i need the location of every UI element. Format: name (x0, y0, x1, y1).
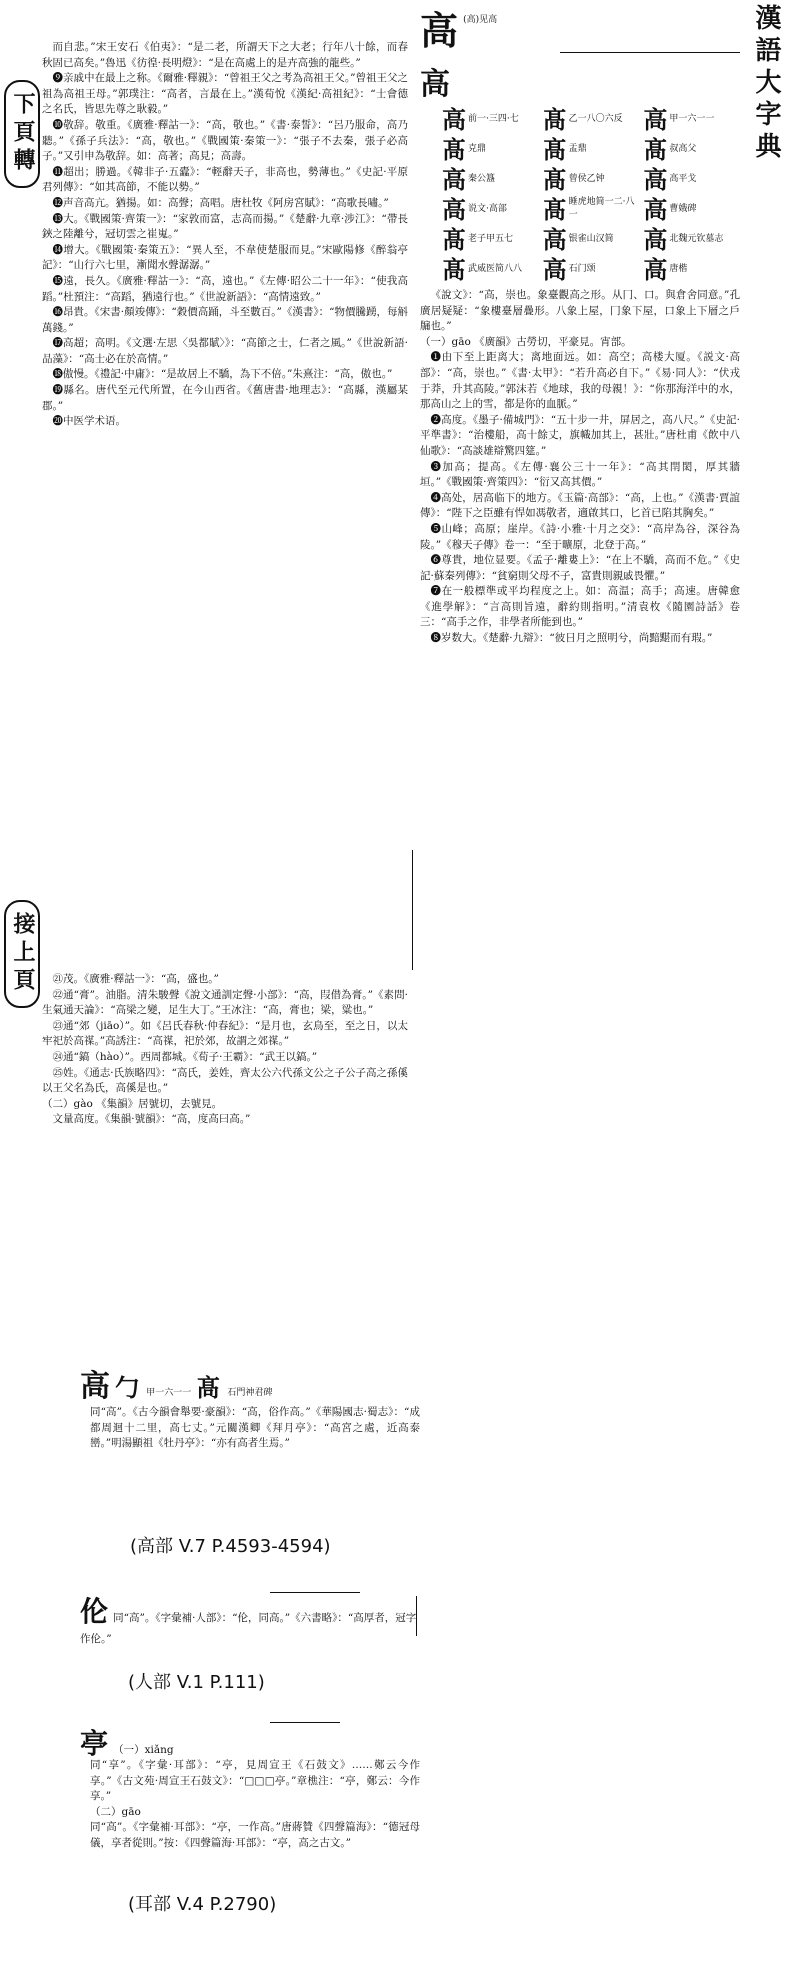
definition-paragraph: ㉒通“膏”。油脂。清朱駿聲《說文通訓定聲·小部》：“高，叚借為膏。”《素問·生氣通天論》：“高梁之變，足生大丁。”王冰注：“高，膏也；梁，粱也。” (42, 988, 408, 1017)
definition-paragraph: 文量高度。《集韻·號韻》：“高，度高曰高。” (52, 1113, 251, 1126)
definition-paragraph: ⓬声音高亢。猶揚。如：高聲；高唱。唐杜牧《阿房宮賦》：“高歌長嘯。” (52, 196, 389, 209)
definition-paragraph: ⓴中医学术语。 (52, 415, 126, 428)
glyph-source: 武威医简八八 (468, 263, 523, 274)
entry3-character: 伦 (80, 1595, 109, 1628)
entry2-glyph-oracle: ⼓ (115, 1373, 140, 1402)
entry2-glyph1-source: 甲一六一一 (146, 1388, 192, 1398)
entry4-pron1: （一）xiǎng (113, 1744, 174, 1756)
glyph-cell (442, 134, 539, 164)
definition-paragraph: ㉓通“郊（jiāo）”。如《呂氏春秋·仲春紀》：“是月也，玄鳥至，至之日，以太牢祀於高禖。”高誘注：“高禖，祀於郊，故謂之郊禖。” (42, 1019, 408, 1048)
entry2-text: 同“高”。《古今韻會舉要·豪韻》：“高，俗作高。”《華陽國志·蜀志》：“成都周迴十二里，高七丈。”元關漢卿《拜月亭》：“高宮之處，近高泰巒。”明湯顯祖《牡丹亭》：“亦有高者生焉。” (90, 1406, 420, 1450)
glyph-cell (442, 224, 539, 254)
entry3-text: 同“高”。《字彙補·人部》：“伦，同高。”《六書略》：“高厚者，冠字作伦。” (80, 1612, 417, 1645)
glyph-source: 曹娥碑 (669, 203, 697, 214)
glyph-form: 髙 (442, 224, 466, 254)
separator-rule-2 (270, 1722, 340, 1723)
glyph-source: 克鼎 (468, 143, 487, 154)
glyph-form: 髙 (643, 134, 668, 164)
glyph-source: 前一·三四·七 (468, 113, 519, 124)
glyph-cell (643, 224, 740, 254)
entry4-pron2: （二）gāo (90, 1805, 141, 1818)
entry-head (420, 8, 740, 53)
bracket-mark (416, 1596, 417, 1636)
glyph-cell (442, 194, 539, 224)
definition-paragraph: 《說文》：“高，崇也。象臺觀高之形。从冂、口。與倉舍同意。”孔廣居疑疑：“象樓臺層疊形。八象上屋，冂象下屋，口象上下層之戶牖也。” (420, 289, 740, 333)
definition-paragraph: ❷高度。《墨子·備城門》：“五十步一井，屏居之，高八尺。”《史記·平準書》：“治樓船，高十餘丈，旗幟加其上，甚壯。”唐杜甫《飲中八仙歌》：“高談雄辯驚四筵。” (420, 413, 740, 457)
glyph-form: 髙 (542, 164, 567, 194)
glyph-cell (643, 194, 740, 224)
entry2-glyph2-source: 石門神君碑 (227, 1388, 273, 1398)
glyph-cell (643, 254, 740, 284)
head-character: 高 (420, 8, 459, 53)
glyph-form: 髙 (542, 134, 567, 164)
entry2-glyph-stele: 髙 (196, 1373, 221, 1402)
glyph-cell (542, 164, 640, 194)
glyph-cell (442, 254, 539, 284)
glyph-form: 高 (442, 104, 466, 134)
entry2-character: 高 (80, 1369, 110, 1404)
entry-variant-1 (80, 1368, 420, 1452)
glyph-source: 曾侯乙钟 (568, 173, 605, 184)
definition-paragraph: ❽岁数大。《楚辭·九辯》：“彼日月之照明兮，尚黯黮而有瑕。” (430, 632, 713, 645)
glyph-form: 高 (442, 164, 466, 194)
glyph-cell (643, 104, 740, 134)
definition-paragraph: ⓮增大。《戰國策·秦策五》：“異人至，不韋使楚服而見。”宋歐陽修《醉翁亭記》：“山行六七里，漸聞水聲潺潺。” (42, 243, 408, 272)
definition-paragraph: ⓭大。《戰國策·齊策一》：“家敦而富，志高而揚。”《楚辭·九章·涉江》：“帶長鋏之陸離兮，冠切雲之崔嵬。” (42, 212, 408, 241)
definition-paragraph: ❶由下至上距离大；离地面远。如：高空；高楼大厦。《説文·高部》：“高，崇也。”《書·太甲》：“若升高必自下。”《易·同人》：“伏戎于莽，升其高陵。”郭沫若《地球，我的母親！》：“你那海洋中的水，那高山之上的雪，都是你的血脈。” (420, 351, 740, 411)
definition-paragraph: ❼在一般標準或平均程度之上。如：高温；高手；高速。唐韓愈《進學解》：“言高則旨遠，辭約則指明。”清袁枚《隨園詩話》卷三：“高手之作，非學者所能到也。” (420, 585, 740, 629)
glyph-form: 高 (442, 194, 466, 224)
glyph-source: 高平戈 (669, 173, 697, 184)
entry-variant-2 (80, 1595, 420, 1647)
left-column (42, 40, 408, 430)
glyph-source: 乙一八〇六反 (568, 113, 623, 124)
right-text (420, 288, 740, 647)
glyph-source: 盂鼎 (568, 143, 587, 154)
glyph-source: 北魏元钦墓志 (669, 233, 724, 244)
definition-paragraph: ⓳縣名。唐代至元代所置，在今山西省。《舊唐書·地理志》：“高縣，漢屬某郡。” (42, 384, 408, 412)
glyph-form: 髙 (442, 254, 466, 284)
glyph-cell (442, 164, 539, 194)
definition-paragraph: ❹高处，居高临下的地方。《玉篇·高部》：“高，上也。”《漢書·賈誼傳》：“陛下之臣雖有悍如馮敬者，適啟其口，匕首已陷其胸矣。” (420, 491, 740, 520)
definition-paragraph: （一）gāo 《廣韻》古勞切，平豪見。宵部。 (420, 335, 632, 348)
stamp-upper-page: 接上頁 (4, 900, 40, 1008)
right-column (420, 8, 740, 647)
glyph-cell (542, 104, 640, 134)
glyph-cell (542, 194, 640, 224)
handwritten-note-3: (耳部 V.4 P.2790) (128, 1894, 277, 1915)
entry-variant-3 (80, 1727, 420, 1852)
glyph-source: 老子甲五七 (468, 233, 514, 244)
big-character: 高 (420, 67, 450, 102)
head-note: (高)见高 (463, 15, 498, 25)
entry4-text2: 同“高”。《字彙補·耳部》：“亭，一作高。”唐蔣贊《四聲篇海》：“德冠母儀，享者從則。”按：《四聲篇海·耳部》：“亭，高之古文。” (90, 1821, 420, 1849)
glyph-form: 高 (542, 254, 567, 284)
glyph-source: 唐楷 (669, 263, 688, 274)
glyph-source: 石门颂 (568, 263, 596, 274)
glyph-cell (542, 224, 640, 254)
glyph-cell (643, 164, 740, 194)
definition-paragraph: ❾亲戚中在最上之称。《爾雅·釋親》：“曾祖王父之考為高祖王父。”曾祖王父之祖為高祖王母。”郭璞注：“高者，言最在上。”漢荀悅《漢紀·高祖紀》：“士會德之名氏，皆思先尊之耿毅。” (42, 72, 408, 116)
definition-paragraph: ㉕姓。《通志·氏族略四》：“高氏，姜姓，齊太公六代孫文公之子公子高之孫傒以王父名為氏，高傒是也。” (42, 1066, 408, 1095)
glyph-form: 高 (643, 194, 668, 224)
definition-paragraph: ⓫超出；勝過。《韓非子·五蠹》：“輕辭天子，非高也，勢薄也。”《史記·平原君列傳》：“如其高節，不能以勢。” (42, 165, 408, 194)
handwritten-note-2: (人部 V.1 P.111) (128, 1672, 265, 1693)
definition-paragraph: ⓯遠，長久。《廣雅·釋詁一》：“高，遠也。”《左傳·昭公二十一年》：“使我高蹈。”杜預注：“高蹈，猶遠行也。”《世說新語》：“高情遠致。” (42, 274, 408, 303)
column-divider (412, 850, 413, 970)
entry4-character: 亭 (80, 1727, 109, 1760)
glyph-form: 高 (643, 104, 668, 134)
glyph-source: 银雀山汉简 (568, 233, 614, 244)
glyph-form: 高 (643, 224, 668, 254)
definition-paragraph: ㉔通“鎬（hào）”。西周都城。《荀子·王霸》：“武王以鎬。” (52, 1050, 318, 1063)
definition-paragraph: 而自悲。”宋王安石《伯夷》：“是二老，所謂天下之大老；行年八十餘，而春秋固已高矣。”魯迅《彷徨·長明燈》：“是在高處上的是卉高強的龍些。” (42, 41, 408, 69)
handwritten-note-1: (高部 V.7 P.4593-4594) (130, 1536, 331, 1557)
definition-paragraph: ❻尊貴，地位显要。《孟子·離婁上》：“在上不驕，高而不危。”《史記·蘇秦列傳》：“貧窮則父母不子，富貴則親戚畏懼。” (420, 554, 740, 582)
glyph-source: 说文·高部 (468, 203, 507, 214)
glyph-source: 睡虎地简一二·八一 (568, 197, 635, 220)
definition-paragraph: ❿敬辞。敬重。《廣雅·釋詁一》：“高，敬也。”《書·泰誓》：“呂乃服命，高乃聽。”《孫子兵法》：“高，敬也。”《戰國策·秦策一》：“張子不去秦，張子必高子。”又引申為敬辞。如：高著；高見；高壽。 (42, 118, 408, 163)
glyph-form: 高 (643, 254, 668, 284)
separator-rule-1 (270, 1592, 360, 1593)
definition-paragraph: （二）gào 《集韻》居號切，去號見。 (42, 1097, 223, 1110)
definition-paragraph: ⓲傲慢。《禮記·中庸》：“是故居上不驕，為下不倍。”朱熹注：“高，傲也。” (52, 368, 393, 381)
definition-paragraph: ❸加高；提高。《左傳·襄公三十一年》：“高其閈閎，厚其牆垣。”《戰國策·齊策四》：“衍又高其價。” (420, 460, 740, 489)
left-text-mid (42, 972, 408, 1128)
glyph-form: 髙 (542, 194, 567, 224)
glyph-form: 髙 (542, 104, 567, 134)
definition-paragraph: ⓱高超；高明。《文選·左思〈吳都賦〉》：“高節之士，仁者之風。”《世說新語·品藻》：“高士必在於高情。” (42, 337, 408, 365)
glyph-form: 髙 (442, 134, 466, 164)
glyph-source: 甲一六一一 (669, 113, 715, 124)
glyph-cell (442, 104, 539, 134)
left-text-top (42, 40, 408, 430)
glyph-grid (442, 104, 740, 284)
definition-paragraph: ⓰昂貴。《宋書·顏竣傳》：“穀價高踊，斗至數百。”《漢書》：“物價騰踴，每斛萬錢。” (42, 306, 408, 334)
left-column-mid (42, 972, 408, 1128)
book-title: 漢語大字典 (751, 4, 781, 164)
glyph-form: 高 (542, 224, 567, 254)
stamp-lower-page: 下頁轉 (4, 80, 40, 188)
glyph-cell (643, 134, 740, 164)
entry4-text1: 同“享”。《字彙·耳部》：“亭，見周宣王《石鼓文》……鄭云今作享。”《古文苑·周宣王石鼓文》：“□□□亭。”章樵注：“亭，鄭云：今作享。” (90, 1759, 420, 1803)
definition-paragraph: ❺山峰；高原；崖岸。《詩·小雅·十月之交》：“高岸為谷，深谷為陵。”《穆天子傳》卷一：“至于曠原，北登于高。” (420, 522, 740, 551)
glyph-cell (542, 134, 640, 164)
glyph-form: 高 (643, 164, 668, 194)
definition-paragraph: ㉑茂。《廣雅·釋詁一》：“高，盛也。” (52, 973, 219, 985)
glyph-source: 秦公簋 (468, 173, 496, 184)
glyph-cell (542, 254, 640, 284)
glyph-source: 叔高父 (669, 143, 697, 154)
